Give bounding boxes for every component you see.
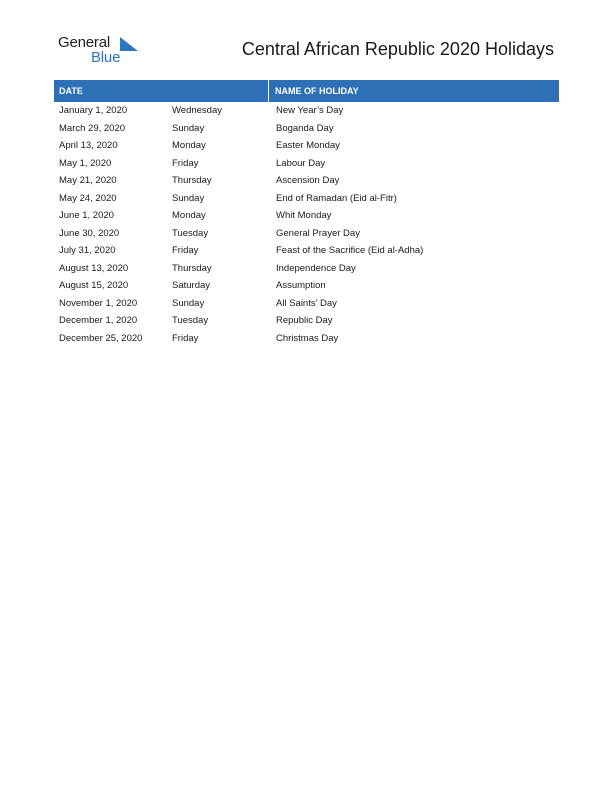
holiday-name: Christmas Day [276, 332, 339, 344]
holiday-weekday: Sunday [172, 122, 205, 134]
holiday-name: Boganda Day [276, 122, 334, 134]
table-row [54, 120, 559, 138]
holiday-date: May 1, 2020 [59, 157, 112, 169]
holiday-date: August 13, 2020 [59, 262, 129, 274]
holiday-name: Republic Day [276, 315, 333, 326]
holiday-date: November 1, 2020 [59, 297, 138, 309]
holiday-weekday: Sunday [172, 297, 205, 309]
holiday-name: End of Ramadan (Eid al-Fitr) [276, 192, 397, 204]
holiday-date: January 1, 2020 [59, 105, 128, 116]
holiday-date: May 21, 2020 [59, 175, 117, 186]
logo-word-general: General [58, 34, 110, 51]
table-row [54, 190, 559, 208]
column-header-holiday-name: NAME OF HOLIDAY [275, 86, 359, 96]
holiday-name: Independence Day [276, 262, 356, 274]
table-row [54, 172, 559, 190]
table-row [54, 260, 559, 278]
holiday-weekday: Saturday [172, 280, 211, 291]
logo-word-blue: Blue [91, 49, 121, 66]
table-row [54, 277, 559, 295]
table-body [54, 102, 559, 347]
holiday-date: March 29, 2020 [59, 122, 126, 134]
holiday-name: Ascension Day [276, 175, 340, 186]
holiday-date: April 13, 2020 [59, 140, 118, 151]
holiday-weekday: Friday [172, 157, 199, 169]
holiday-name: Easter Monday [276, 140, 340, 151]
holiday-weekday: Tuesday [172, 315, 209, 326]
holiday-weekday: Thursday [172, 262, 212, 274]
holiday-weekday: Sunday [172, 192, 205, 204]
table-row [54, 225, 559, 243]
holiday-weekday: Friday [172, 332, 199, 344]
table-row [54, 102, 559, 120]
logo-triangle-icon [120, 37, 138, 51]
holiday-weekday: Monday [172, 140, 206, 151]
holiday-name: New Year’s Day [276, 105, 344, 116]
table-row [54, 242, 559, 260]
table-header [54, 80, 559, 102]
holiday-date: June 1, 2020 [59, 210, 114, 221]
holiday-weekday: Tuesday [172, 227, 209, 239]
page-title: Central African Republic 2020 Holidays [241, 39, 554, 59]
holiday-date: December 1, 2020 [59, 315, 138, 326]
holiday-name: Whit Monday [276, 210, 332, 221]
holiday-name: General Prayer Day [276, 227, 360, 239]
holiday-name: Assumption [276, 280, 326, 291]
holiday-date: August 15, 2020 [59, 280, 129, 291]
holidays-table [54, 80, 559, 347]
table-row [54, 207, 559, 225]
holiday-name: All Saints’ Day [276, 297, 337, 309]
holiday-date: May 24, 2020 [59, 192, 117, 204]
table-row [54, 155, 559, 173]
holiday-weekday: Thursday [172, 175, 212, 186]
column-header-date: DATE [54, 80, 269, 102]
holiday-weekday: Wednesday [172, 105, 222, 116]
holiday-weekday: Friday [172, 245, 199, 256]
holiday-date: July 31, 2020 [59, 245, 116, 256]
holiday-date: June 30, 2020 [59, 227, 120, 239]
holiday-weekday: Monday [172, 210, 206, 221]
table-row [54, 295, 559, 313]
table-row [54, 330, 559, 348]
table-row [54, 137, 559, 155]
holiday-date: December 25, 2020 [59, 332, 143, 344]
holiday-name: Labour Day [276, 157, 326, 169]
table-row [54, 312, 559, 330]
generalblue-logo [58, 34, 148, 68]
holiday-name: Feast of the Sacrifice (Eid al-Adha) [276, 245, 424, 256]
